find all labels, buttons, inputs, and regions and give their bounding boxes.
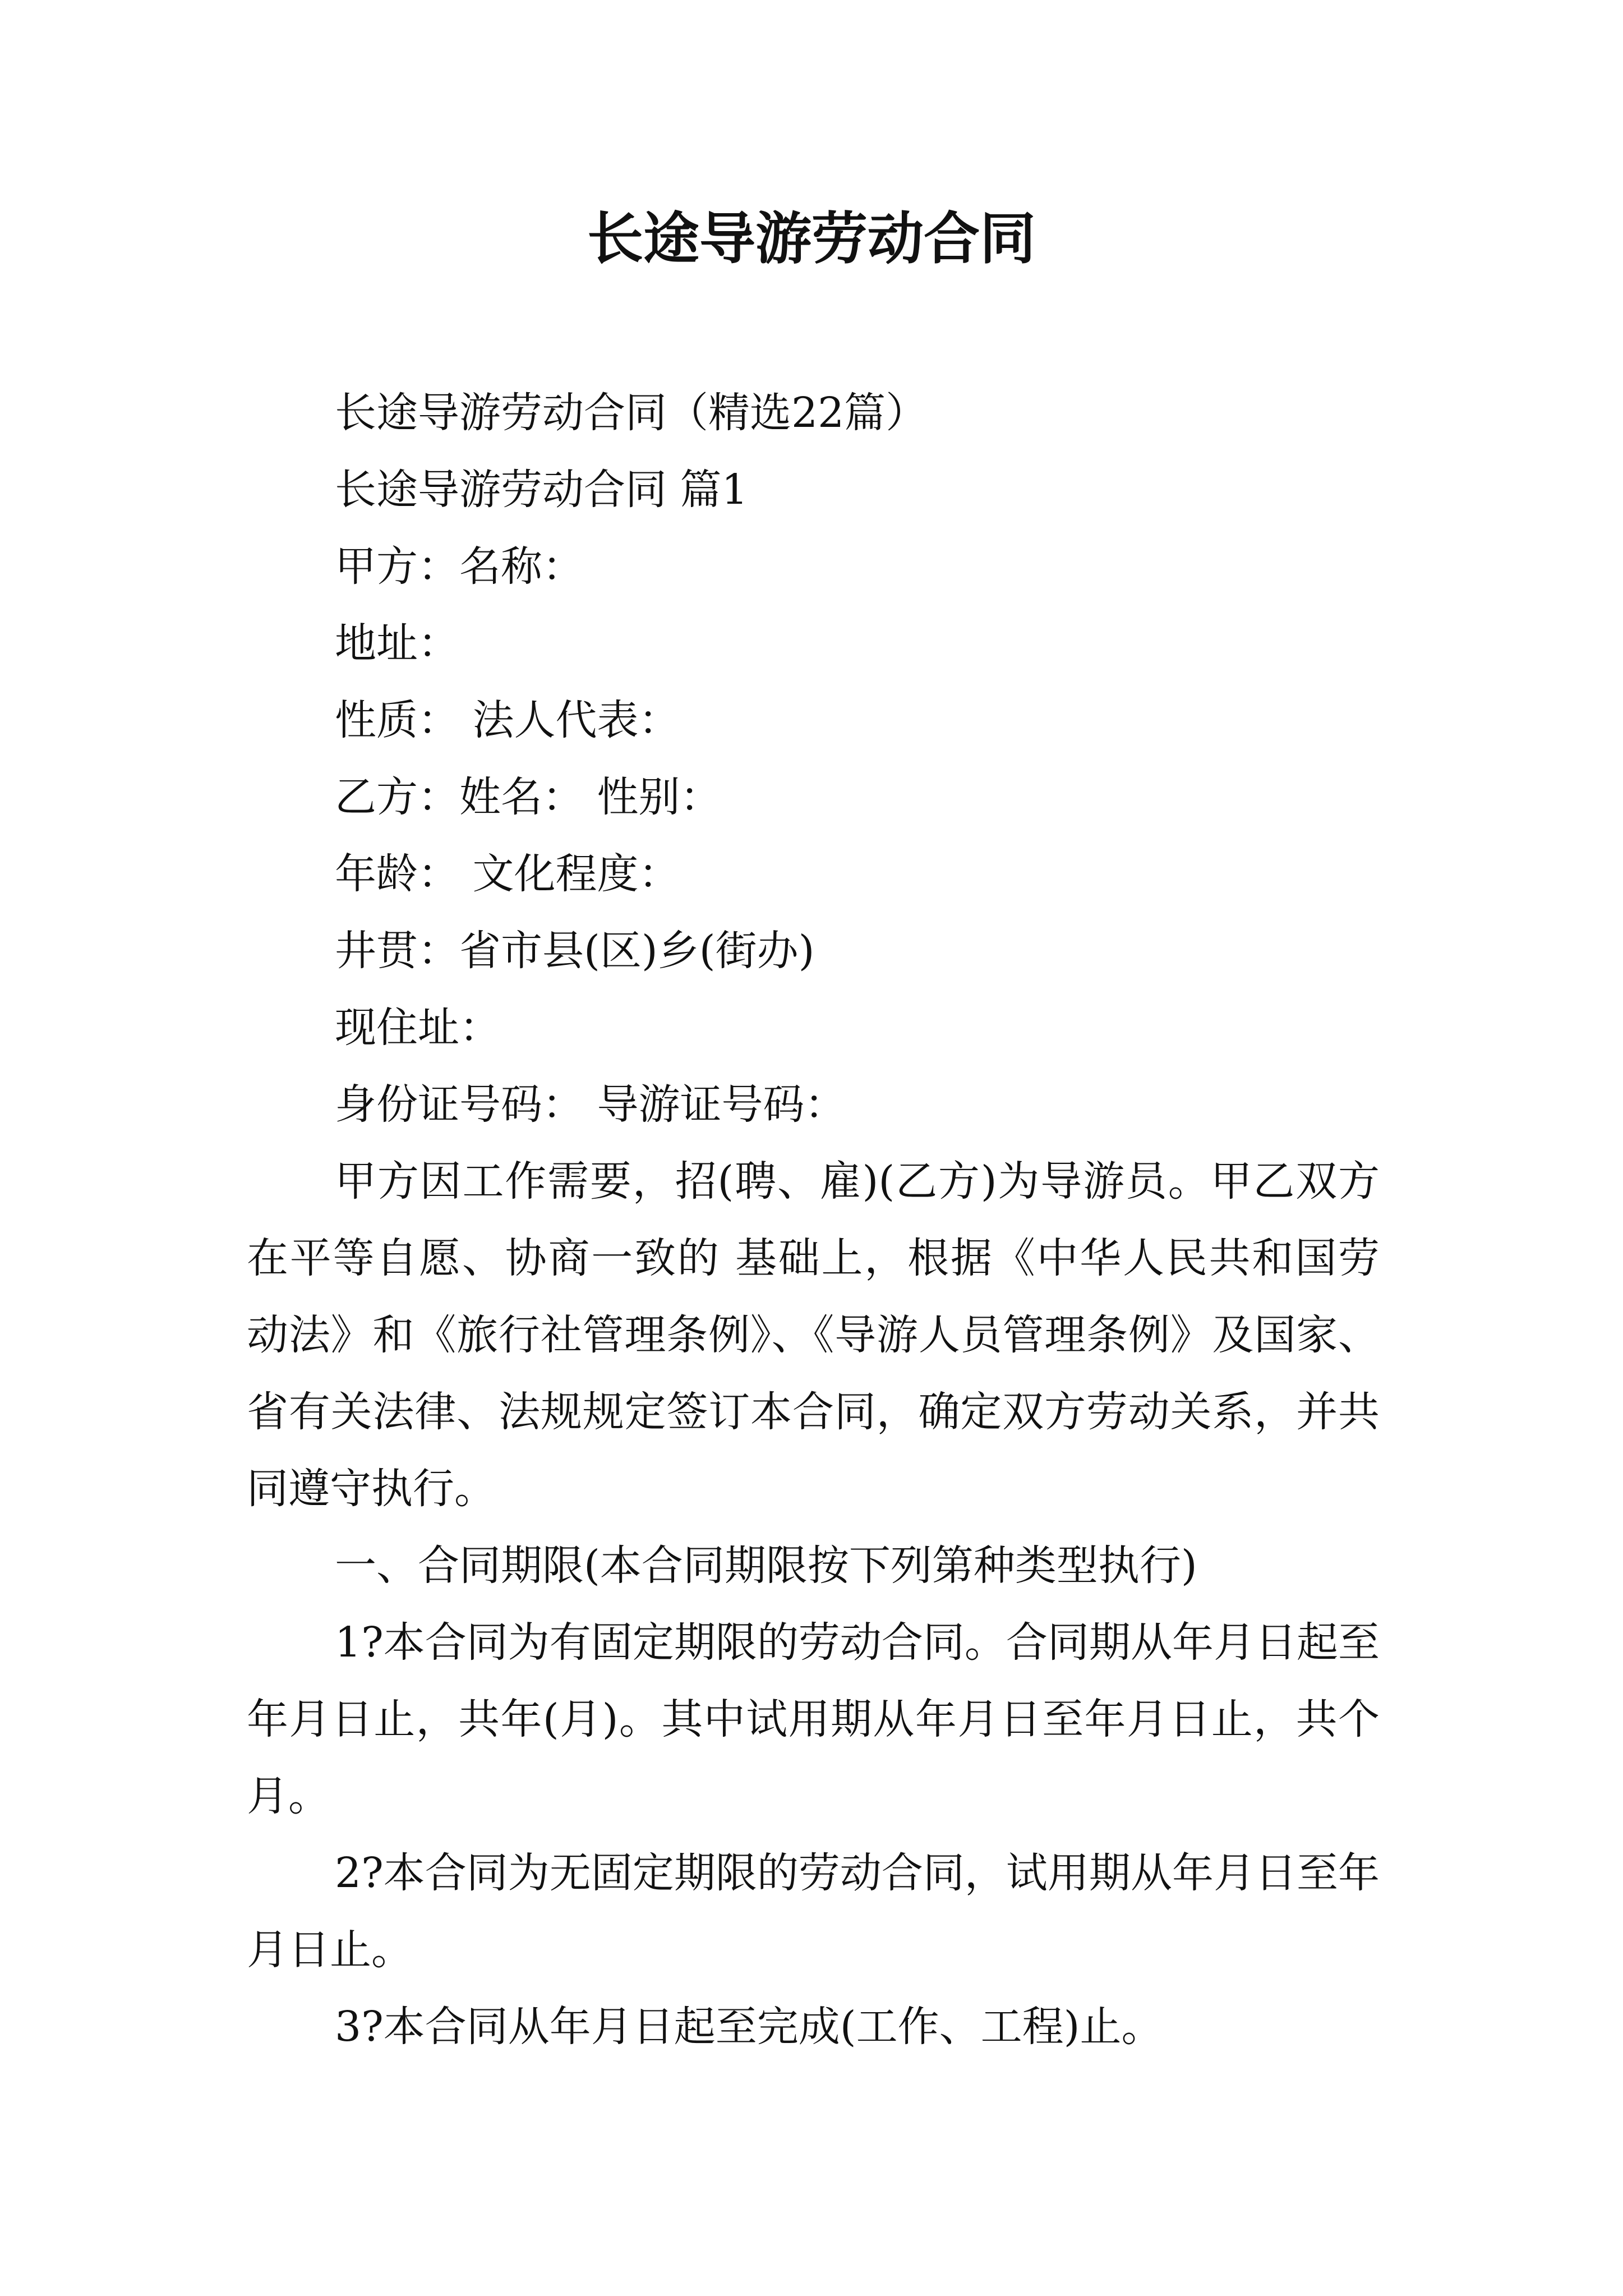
paragraph-clause-1-heading: 一、合同期限(本合同期限按下列第种类型执行): [335, 1542, 1197, 1590]
document-title: 长途导游劳动合同: [587, 206, 1036, 272]
paragraph-age-education: 年龄： 文化程度：: [335, 850, 680, 898]
paragraph-intro: 甲方因工作需要，招(聘、雇)(乙方)为导游员。甲乙双方在平等自愿、协商一致的 基础上，根据《中华人民共和国劳动法》和《旅行社管理条例》、《导游人员管理条例》及国家、省有关法律、法规规定签订本合同，确定双方劳动关系，并共同遵守执行。: [247, 1157, 1380, 1513]
paragraph-party-a-name: 甲方：名称：: [335, 542, 584, 591]
paragraph-clause-1-2: 2?本合同为无固定期限的劳动合同，试用期从年月日至年月日止。: [247, 1849, 1380, 1974]
paragraph-nature-representative: 性质： 法人代表：: [335, 696, 680, 744]
paragraph-clause-1-3: 3?本合同从年月日起至完成(工作、工程)止。: [335, 2003, 1163, 2051]
paragraph-current-address: 现住址：: [335, 1004, 501, 1052]
paragraph-section-heading: 长途导游劳动合同 篇1: [335, 466, 748, 514]
paragraph-clause-1-1: 1?本合同为有固定期限的劳动合同。合同期从年月日起至年月日止，共年(月)。其中试用期从年月日至年月日止，共个月。: [247, 1618, 1380, 1820]
paragraph-party-b-name-gender: 乙方：姓名： 性别：: [335, 773, 722, 821]
paragraph-native-place: 井贯：省市县(区)乡(街办): [335, 927, 815, 975]
document-body: [247, 375, 1380, 2065]
paragraph-address: 地址：: [335, 619, 459, 668]
paragraph-id-numbers: 身份证号码： 导游证号码：: [335, 1080, 846, 1129]
paragraph-subtitle: 长途导游劳动合同（精选22篇）: [335, 389, 928, 437]
